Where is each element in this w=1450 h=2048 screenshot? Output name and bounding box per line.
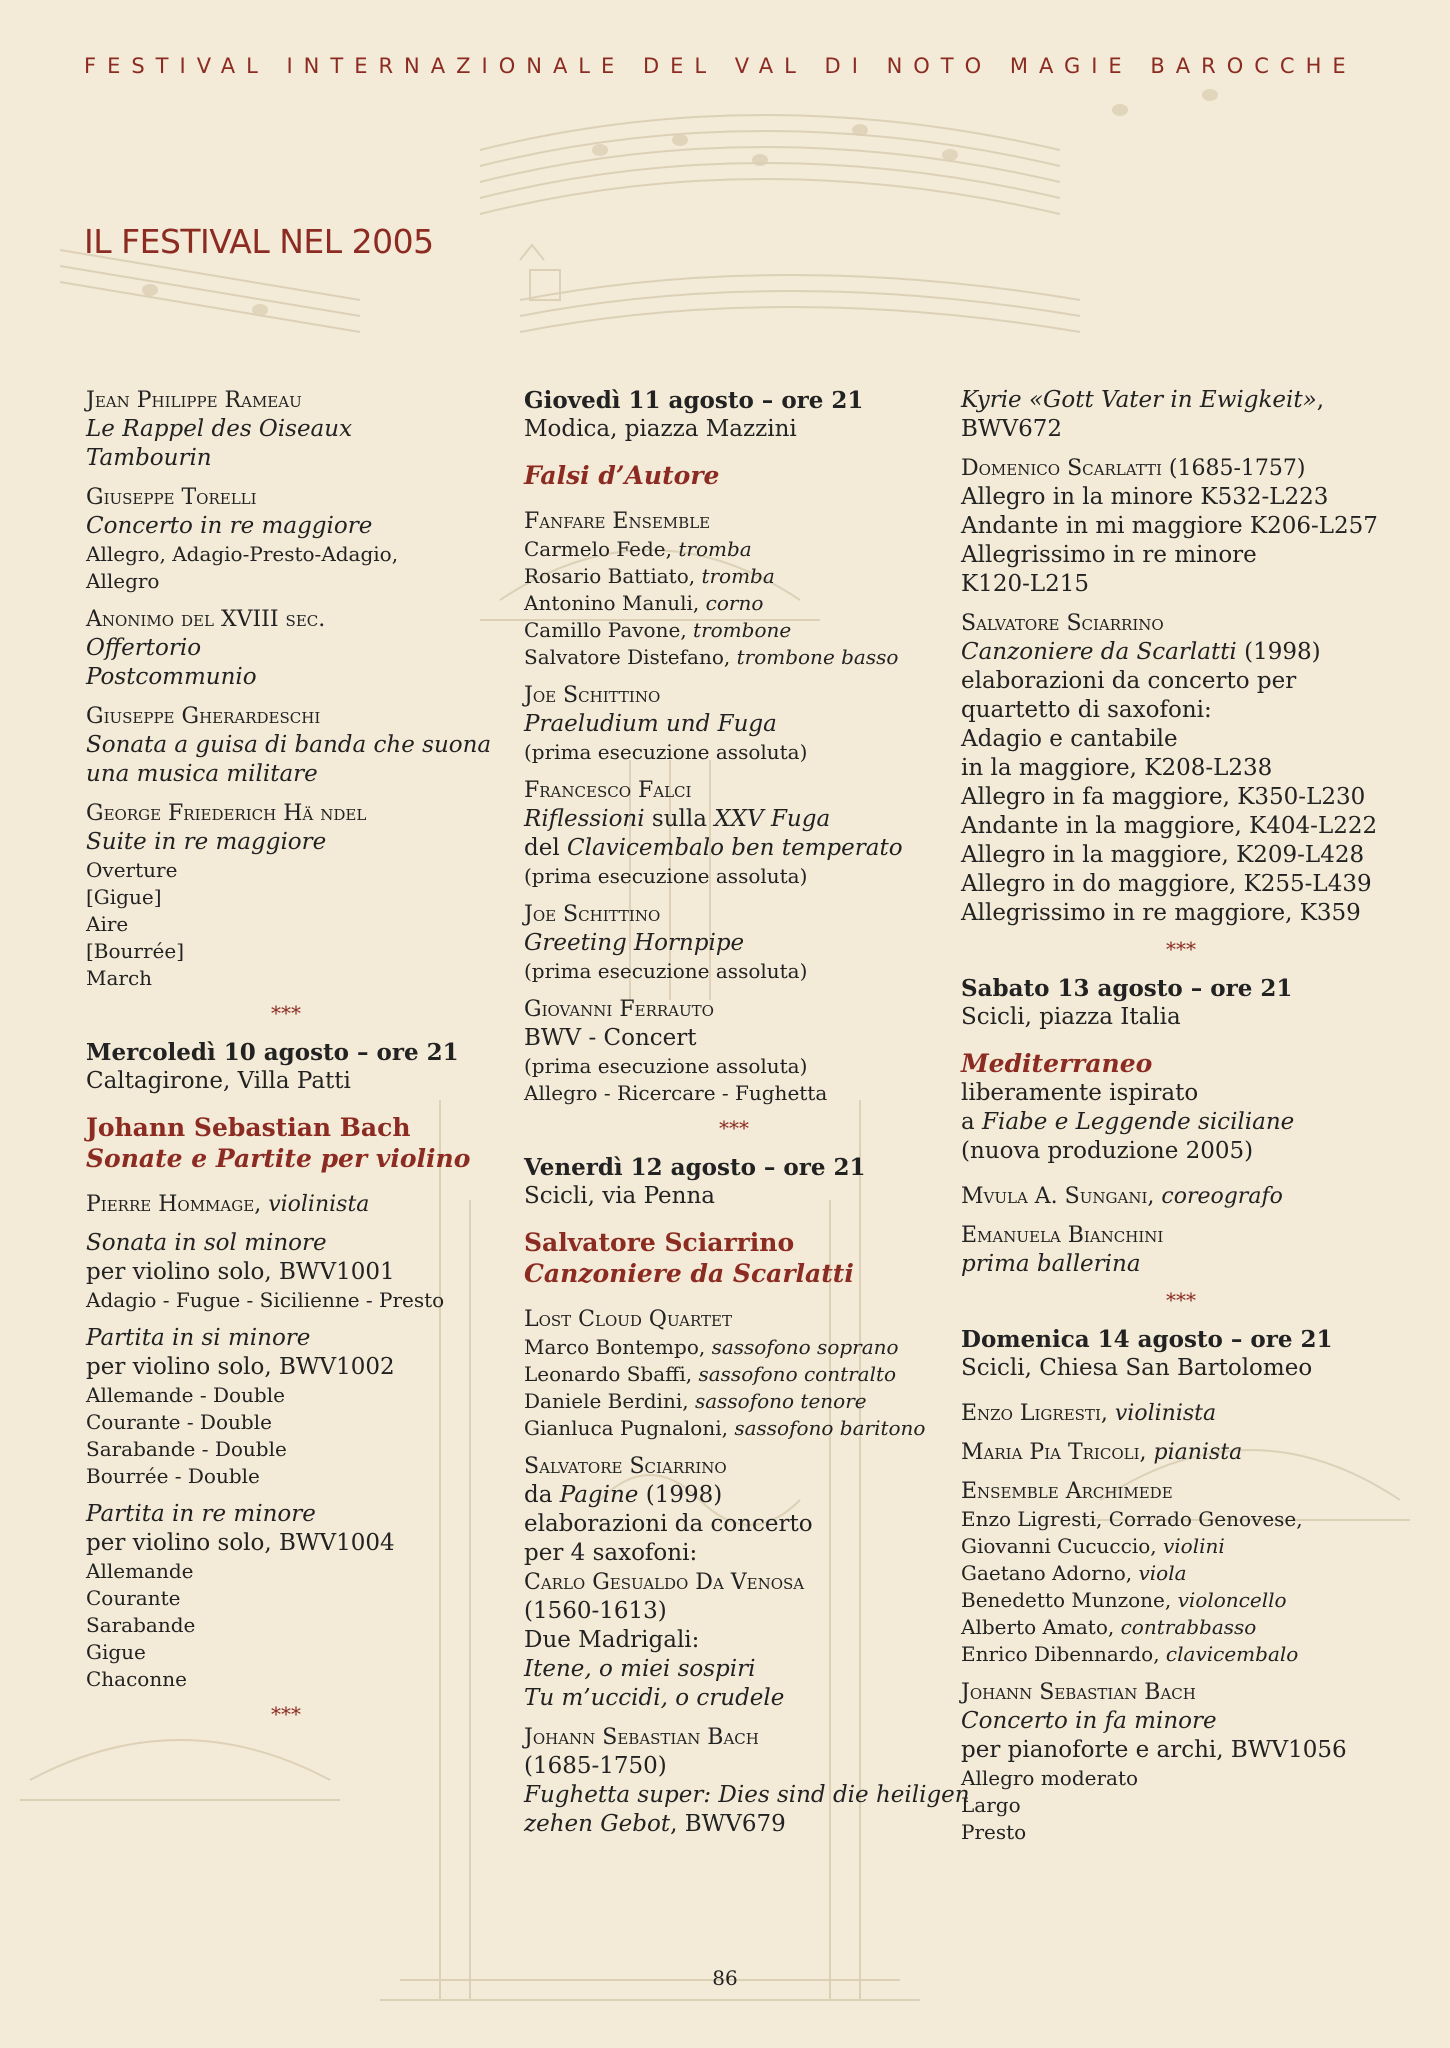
event-description: liberamente ispirato	[961, 1080, 1199, 1106]
member	[961, 1560, 1401, 1587]
member-role: sassofono tenore	[694, 1389, 867, 1413]
event-title-line: Canzoniere da Scarlatti	[524, 1259, 854, 1288]
column-3	[961, 386, 1401, 1856]
composer-name: Jean Philippe Rameau	[86, 388, 302, 413]
composer-name: Salvatore Sciarrino	[961, 611, 1164, 636]
program-item	[86, 1500, 486, 1693]
event-title-line: Sonate e Partite per violino	[86, 1144, 471, 1173]
event-place: Modica, piazza Mazzini	[524, 416, 797, 442]
member	[524, 1388, 944, 1415]
member	[524, 1361, 944, 1388]
event-heading	[524, 1153, 944, 1211]
event-date: Domenica 14 agosto – ore 21	[961, 1326, 1333, 1353]
program-item	[524, 776, 944, 890]
section-separator: ***	[271, 1702, 301, 1726]
movement: Allegro in do maggiore, K255-L439	[961, 871, 1372, 897]
member	[524, 644, 944, 671]
work-subtitle: per violino solo, BWV1004	[86, 1530, 395, 1556]
work-title: Riflessioni	[524, 806, 645, 832]
work-subtitle: per pianoforte e archi, BWV1056	[961, 1737, 1347, 1763]
work-title: Tu m’uccidi, o crudele	[524, 1685, 785, 1711]
work-title: Partita in si minore	[86, 1325, 311, 1351]
work-title: Tambourin	[86, 445, 212, 471]
member	[961, 1614, 1401, 1641]
event-heading	[524, 386, 944, 444]
work-subtitle: per violino solo, BWV1001	[86, 1259, 395, 1285]
performer-role: prima ballerina	[961, 1251, 1141, 1277]
note: (prima esecuzione assoluta)	[524, 740, 808, 764]
movement: Andante in la maggiore, K404-L222	[961, 813, 1378, 839]
event-title	[86, 1112, 486, 1174]
movement: Allegrissimo in re maggiore, K359	[961, 900, 1361, 926]
composer-name: Giuseppe Gherardeschi	[86, 704, 321, 729]
program-item	[961, 609, 1401, 928]
performer: Enzo Ligresti, violinista	[961, 1401, 1217, 1426]
ensemble-name: Fanfare Ensemble	[524, 509, 711, 534]
program-item	[86, 702, 492, 789]
member-role: sassofono soprano	[711, 1335, 899, 1359]
event-date: Mercoledì 10 agosto – ore 21	[86, 1039, 459, 1066]
section-separator: ***	[1166, 937, 1196, 961]
movement: Gigue	[86, 1640, 146, 1664]
composer-name: Anonimo del XVIII sec.	[86, 607, 326, 632]
event-title	[524, 460, 944, 491]
member	[524, 1334, 944, 1361]
movement: Allegro in la maggiore, K209-L428	[961, 842, 1365, 868]
movement: March	[86, 966, 153, 990]
movement: Presto	[961, 1820, 1027, 1844]
member-name: Alberto Amato,	[961, 1615, 1121, 1639]
composer-name: Joe Schittino	[524, 902, 661, 927]
member-role: sassofono contralto	[698, 1362, 897, 1386]
movement: Bourrée - Double	[86, 1464, 260, 1488]
ensemble	[961, 1477, 1401, 1668]
event-description: Fiabe e Leggende siciliane	[982, 1109, 1295, 1135]
work-title: K120-L215	[961, 571, 1090, 597]
member-role: viola	[1138, 1561, 1187, 1585]
event-place: Caltagirone, Villa Patti	[86, 1068, 351, 1094]
event-place: Scicli, via Penna	[524, 1183, 715, 1209]
ensemble-name: Ensemble Archimede	[961, 1479, 1173, 1504]
ensemble	[524, 507, 944, 671]
section-separator: ***	[1166, 1288, 1196, 1312]
member-role: tromba	[678, 537, 752, 561]
work-title: Postcommunio	[86, 664, 257, 690]
member	[524, 563, 944, 590]
running-header: FESTIVAL INTERNAZIONALE DEL VAL DI NOTO MAGIE BAROCCHE	[84, 54, 1357, 78]
work-title: da	[524, 1482, 560, 1508]
work-title: Kyrie «Gott Vater in Ewigkeit»	[961, 387, 1317, 413]
performer: Pierre Hommage, violinista	[86, 1192, 370, 1217]
member-role: trombone basso	[736, 645, 899, 669]
column-1	[86, 386, 492, 1739]
composer-years: (1560-1613)	[524, 1598, 667, 1624]
event-description: a	[961, 1109, 983, 1135]
work-title: Itene, o miei sospiri	[524, 1656, 756, 1682]
member	[524, 590, 944, 617]
performer-name: Emanuela Bianchini	[961, 1223, 1164, 1248]
work-title: Clavicembalo ben temperato	[567, 835, 903, 861]
work-subtitle: quartetto di saxofoni:	[961, 697, 1212, 723]
event-title-line: Johann Sebastian Bach	[86, 1113, 411, 1142]
composer-name: Johann Sebastian Bach	[524, 1725, 759, 1750]
member-role: violoncello	[1177, 1588, 1287, 1612]
work-title: BWV - Concert	[524, 1025, 697, 1051]
member	[524, 1415, 944, 1442]
member-name: Marco Bontempo,	[524, 1335, 712, 1359]
movement: Allemande	[86, 1559, 194, 1583]
work-title: Sonata a guisa di banda che suona	[86, 732, 492, 758]
composer-name: Domenico Scarlatti	[961, 456, 1162, 481]
movement: Overture	[86, 858, 178, 882]
member-name: Daniele Berdini,	[524, 1389, 695, 1413]
program-item	[86, 386, 486, 473]
movement: Allegro in fa maggiore, K350-L230	[961, 784, 1366, 810]
movement: Courante	[86, 1586, 181, 1610]
work-title: Canzoniere da Scarlatti	[961, 639, 1237, 665]
movement: Allegro, Adagio-Presto-Adagio,	[86, 542, 399, 566]
work-title: XXV Fuga	[714, 806, 831, 832]
program-item	[86, 483, 486, 595]
program-item	[86, 605, 486, 692]
work-title: del	[524, 835, 568, 861]
member-name: Gianluca Pugnaloni,	[524, 1416, 735, 1440]
work-subtitle: Due Madrigali:	[524, 1627, 700, 1653]
event-date: Venerdì 12 agosto – ore 21	[524, 1154, 866, 1181]
work-title: Allegro in la minore K532-L223	[961, 484, 1329, 510]
work-subtitle: elaborazioni da concerto	[524, 1511, 813, 1537]
movement: Courante - Double	[86, 1410, 272, 1434]
performer-role: pianista	[1153, 1440, 1243, 1465]
event-heading	[961, 974, 1401, 1032]
performer-role: violinista	[268, 1192, 370, 1217]
work-title: sulla	[644, 806, 715, 832]
work-title: Allegrissimo in re minore	[961, 542, 1257, 568]
performer: Maria Pia Tricoli, pianista	[961, 1440, 1243, 1465]
member-name: Enzo Ligresti, Corrado Genovese,	[961, 1507, 1303, 1531]
work-title: Sonata in sol minore	[86, 1230, 327, 1256]
event-heading	[86, 1038, 486, 1096]
member	[961, 1506, 1401, 1533]
work-title: Fughetta super: Dies sind die heiligen	[524, 1782, 970, 1808]
composer-name: Francesco Falci	[524, 778, 692, 803]
event-date: Sabato 13 agosto – ore 21	[961, 975, 1293, 1002]
performer: Mvula A. Sungani, coreografo	[961, 1184, 1283, 1209]
composer-name: Salvatore Sciarrino	[524, 1454, 727, 1479]
movement: Chaconne	[86, 1667, 187, 1691]
performer-name: Mvula A. Sungani	[961, 1184, 1148, 1209]
member-role: clavicembalo	[1165, 1642, 1299, 1666]
program-item	[961, 1678, 1401, 1846]
member-name: Camillo Pavone,	[524, 618, 694, 642]
catalog-number: BWV672	[961, 416, 1063, 442]
event-description: (nuova produzione 2005)	[961, 1138, 1254, 1164]
work-title: Praeludium und Fuga	[524, 711, 777, 737]
work-title: zehen Gebot	[524, 1811, 671, 1837]
work-title: Greeting Hornpipe	[524, 930, 745, 956]
note: (prima esecuzione assoluta)	[524, 1054, 808, 1078]
ensemble	[524, 1305, 944, 1442]
program-item	[86, 1229, 486, 1314]
event-heading	[961, 1325, 1401, 1383]
work-title: Le Rappel des Oiseaux	[86, 416, 353, 442]
movement: Adagio - Fugue - Sicilienne - Presto	[86, 1288, 445, 1312]
movement: Sarabande - Double	[86, 1437, 287, 1461]
page-title: IL FESTIVAL NEL 2005	[84, 222, 434, 261]
program-item	[524, 900, 944, 985]
member-name: Benedetto Munzone,	[961, 1588, 1178, 1612]
event-date: Giovedì 11 agosto – ore 21	[524, 387, 864, 414]
work-title: Partita in re minore	[86, 1501, 316, 1527]
performer-name: Enzo Ligresti	[961, 1401, 1101, 1426]
program-item	[524, 1723, 970, 1839]
work-subtitle: per 4 saxofoni:	[524, 1540, 698, 1566]
event-place: Scicli, piazza Italia	[961, 1004, 1181, 1030]
member-name: Gaetano Adorno,	[961, 1561, 1139, 1585]
work-title: (1998)	[1236, 639, 1321, 665]
movement: Allegro	[86, 569, 160, 593]
movement: Allemande - Double	[86, 1383, 285, 1407]
composer-years: (1685-1750)	[524, 1753, 667, 1779]
work-title: Concerto in re maggiore	[86, 513, 373, 539]
member-role: violini	[1162, 1534, 1225, 1558]
program-item	[961, 386, 1401, 444]
work-subtitle: elaborazioni da concerto per	[961, 668, 1297, 694]
member-name: Carmelo Fede,	[524, 537, 679, 561]
movement: Adagio e cantabile	[961, 726, 1178, 752]
member	[961, 1641, 1401, 1668]
movement: in la maggiore, K208-L238	[961, 755, 1273, 781]
performer-name: Pierre Hommage	[86, 1192, 255, 1217]
catalog-number: , BWV679	[670, 1811, 786, 1837]
work-title: una musica militare	[86, 761, 318, 787]
event-title	[961, 1048, 1401, 1166]
work-title: Concerto in fa minore	[961, 1708, 1217, 1734]
member	[961, 1587, 1401, 1614]
event-title-line: Falsi d’Autore	[524, 461, 720, 490]
member-name: Leonardo Sbaffi,	[524, 1362, 699, 1386]
movement: Allegro moderato	[961, 1766, 1139, 1790]
member-role: corno	[705, 591, 764, 615]
composer-name: Johann Sebastian Bach	[961, 1680, 1196, 1705]
note: (prima esecuzione assoluta)	[524, 959, 808, 983]
program-item	[524, 995, 944, 1107]
performer-role: violinista	[1114, 1401, 1217, 1426]
member	[961, 1533, 1401, 1560]
program-item	[86, 799, 486, 992]
program-item	[86, 1324, 486, 1490]
performer-name: Maria Pia Tricoli	[961, 1440, 1140, 1465]
member	[524, 536, 944, 563]
movement: Aire	[86, 912, 129, 936]
member	[524, 617, 944, 644]
work-subtitle: per violino solo, BWV1002	[86, 1354, 395, 1380]
composer-years: (1685-1757)	[1161, 456, 1306, 481]
movement: Allegro - Ricercare - Fughetta	[524, 1081, 828, 1105]
member-name: Giovanni Cucuccio,	[961, 1534, 1163, 1558]
program-item	[961, 454, 1401, 599]
composer-name: George Friederich Hä ndel	[86, 801, 367, 826]
work-title: ,	[1316, 387, 1325, 413]
member-name: Salvatore Distefano,	[524, 645, 737, 669]
program-item	[524, 681, 944, 766]
member-name: Antonino Manuli,	[524, 591, 706, 615]
composer-name: Carlo Gesualdo Da Venosa	[524, 1570, 805, 1595]
program-item	[524, 1452, 944, 1713]
movement: Largo	[961, 1793, 1021, 1817]
composer-name: Giovanni Ferrauto	[524, 997, 714, 1022]
work-title: (1998)	[638, 1482, 723, 1508]
member-role: trombone	[693, 618, 792, 642]
work-title: Andante in mi maggiore K206-L257	[961, 513, 1378, 539]
performer-role: coreografo	[1161, 1184, 1283, 1209]
movement: [Bourrée]	[86, 939, 185, 963]
member-role: contrabbasso	[1120, 1615, 1257, 1639]
member-name: Enrico Dibennardo,	[961, 1642, 1166, 1666]
movement: [Gigue]	[86, 885, 162, 909]
page-number: 86	[712, 1966, 738, 1990]
event-place: Scicli, Chiesa San Bartolomeo	[961, 1355, 1313, 1381]
event-title-line: Salvatore Sciarrino	[524, 1228, 795, 1257]
member-name: Rosario Battiato,	[524, 564, 702, 588]
column-2	[524, 386, 970, 1849]
work-title: Offertorio	[86, 635, 202, 661]
event-title	[524, 1227, 944, 1289]
section-separator: ***	[719, 1116, 749, 1140]
event-title-line: Mediterraneo	[961, 1049, 1153, 1078]
movement: Sarabande	[86, 1613, 196, 1637]
member-role: sassofono baritono	[734, 1416, 926, 1440]
ensemble-name: Lost Cloud Quartet	[524, 1307, 732, 1332]
section-separator: ***	[271, 1001, 301, 1025]
performer	[961, 1221, 1401, 1279]
work-title: Pagine	[559, 1482, 639, 1508]
composer-name: Giuseppe Torelli	[86, 485, 257, 510]
note: (prima esecuzione assoluta)	[524, 864, 808, 888]
work-title: Suite in re maggiore	[86, 829, 327, 855]
member-role: tromba	[701, 564, 775, 588]
composer-name: Joe Schittino	[524, 683, 661, 708]
